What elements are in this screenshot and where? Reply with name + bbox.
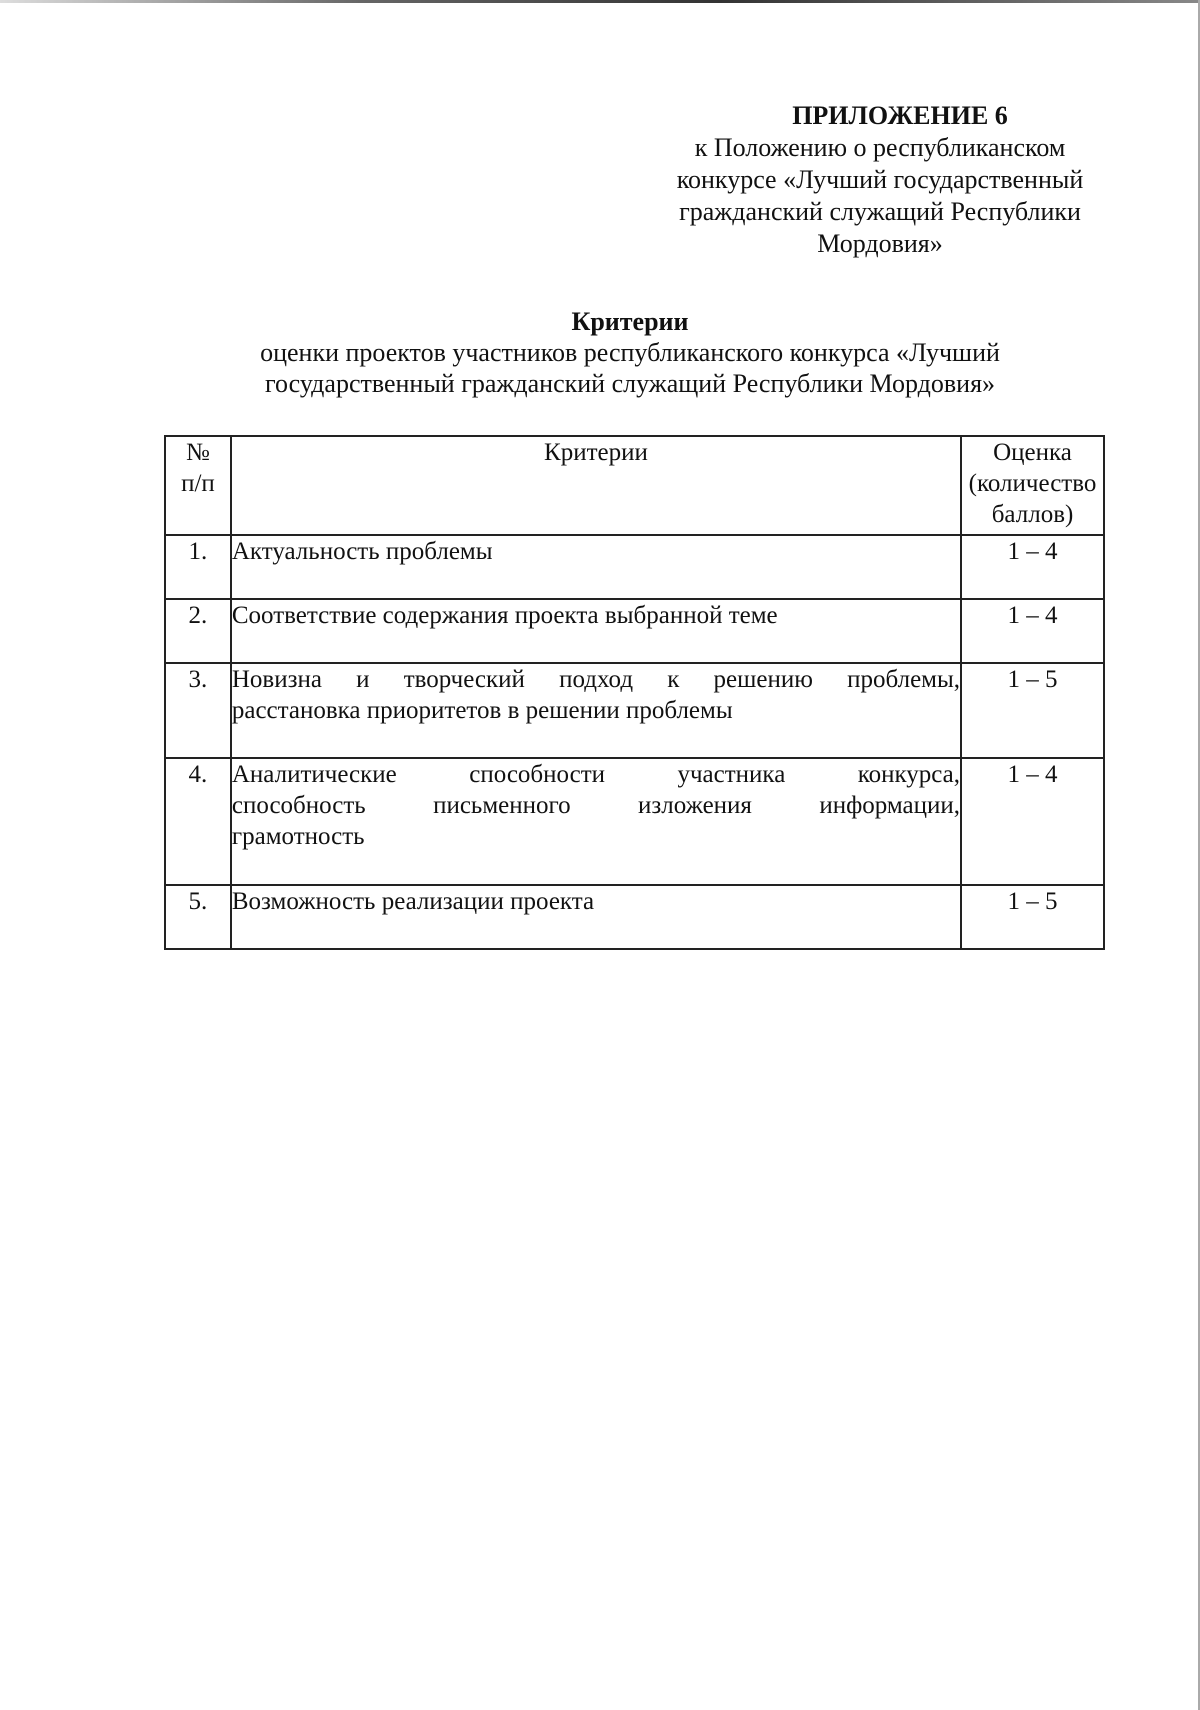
header-score-line-3: баллов) [991, 501, 1074, 528]
row-score: 1 – 5 [961, 663, 1104, 758]
criterion-line: грамотность [231, 823, 365, 850]
row-criterion [231, 599, 961, 663]
criteria-heading [150, 306, 1110, 399]
criteria-title: Критерии [571, 307, 689, 336]
header-criteria: Критерии [231, 436, 961, 535]
table-row [165, 663, 1104, 758]
row-criterion [231, 535, 961, 599]
appendix-line-3: гражданский служащий Республики [679, 197, 1081, 226]
criteria-table [164, 435, 1105, 950]
row-number: 4. [165, 758, 231, 885]
row-criterion [231, 758, 961, 885]
header-number-line-1: № [186, 439, 210, 466]
appendix-line-2: конкурсе «Лучший государственный [676, 165, 1084, 194]
criterion-line: Актуальность проблемы [231, 538, 493, 565]
row-score: 1 – 4 [961, 535, 1104, 599]
criteria-subtitle-line-2: государственный гражданский служащий Республики Мордовия» [264, 369, 996, 398]
row-number: 5. [165, 885, 231, 949]
criterion-line: Аналитические способности участника конкурса, [231, 761, 961, 788]
appendix-title: ПРИЛОЖЕНИЕ 6 [792, 101, 1008, 130]
criterion-line: Возможность реализации проекта [231, 888, 595, 915]
criterion-line: Соответствие содержания проекта выбранной теме [231, 602, 778, 629]
header-score [961, 436, 1104, 535]
row-number: 3. [165, 663, 231, 758]
header-score-line-2: (количество [968, 470, 1097, 497]
appendix-line-4: Мордовия» [817, 229, 943, 258]
table-row [165, 885, 1104, 949]
header-score-line-1: Оценка [993, 439, 1072, 466]
criterion-line: расстановка приоритетов в решении проблемы [231, 697, 733, 724]
row-score: 1 – 4 [961, 758, 1104, 885]
criteria-subtitle-line-1: оценки проектов участников республиканского конкурса «Лучший [260, 338, 1000, 367]
criterion-line: Новизна и творческий подход к решению проблемы, [231, 666, 961, 693]
row-number: 1. [165, 535, 231, 599]
appendix-line-1: к Положению о республиканском [694, 133, 1066, 162]
row-score: 1 – 4 [961, 599, 1104, 663]
row-score: 1 – 5 [961, 885, 1104, 949]
criterion-line: способность письменного изложения информации, [231, 792, 961, 819]
header-number [165, 436, 231, 535]
row-criterion [231, 885, 961, 949]
row-criterion [231, 663, 961, 758]
appendix-block [620, 100, 1140, 260]
table-header-row [165, 436, 1104, 535]
header-number-line-2: п/п [181, 470, 215, 497]
table-row [165, 535, 1104, 599]
table-row [165, 599, 1104, 663]
scan-edge-top [0, 0, 1200, 3]
row-number: 2. [165, 599, 231, 663]
table-row [165, 758, 1104, 885]
